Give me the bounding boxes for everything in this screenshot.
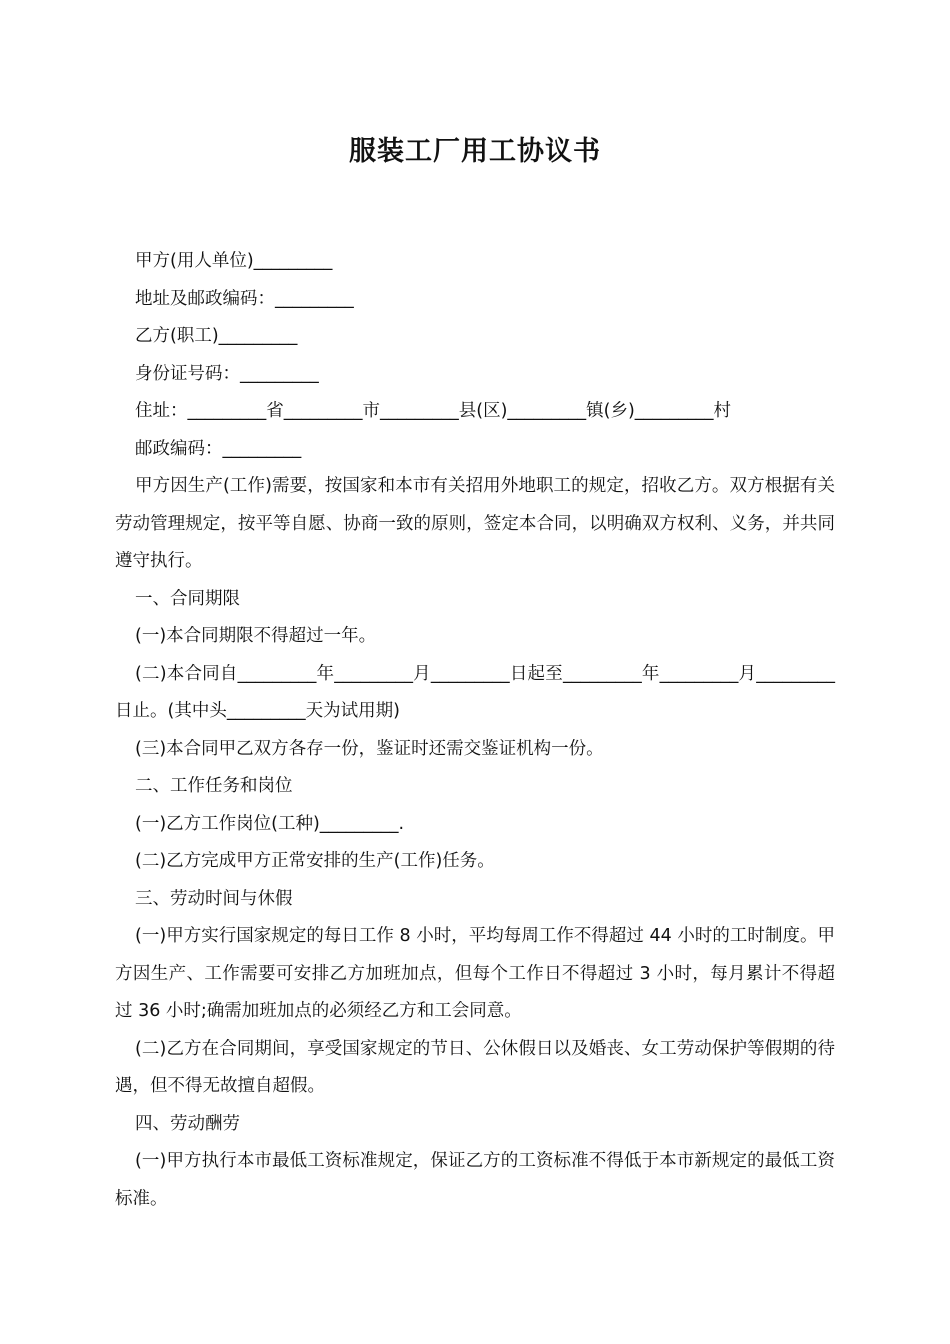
document-body <box>115 243 835 1218</box>
tasks-item-2: (二)乙方完成甲方正常安排的生产(工作)任务。 <box>135 851 495 871</box>
pay-item-1: (一)甲方执行本市最低工资标准规定，保证乙方的工资标准不得低于本市新规定的最低工资标准。 <box>115 1151 835 1209</box>
term-item-3: (三)本合同甲乙双方各存一份，鉴证时还需交鉴证机构一份。 <box>135 738 604 759</box>
id-number-line: 身份证号码：_________ <box>135 363 319 384</box>
term-item-2: (二)本合同自_________年_________月_________日起至_________年_________月_________日止。(其中头_________天为试用期) <box>115 663 835 721</box>
section-heading-hours: 三、劳动时间与休假 <box>135 888 293 909</box>
term-item-1: (一)本合同期限不得超过一年。 <box>135 626 377 646</box>
hours-item-1: (一)甲方实行国家规定的每日工作 8 小时，平均每周工作不得超过 44 小时的工时制度。甲方因生产、工作需要可安排乙方加班加点，但每个工作日不得超过 3 小时，每月累计不得超过 36 小时;确需加班加点的必须经乙方和工会同意。 <box>115 926 835 1021</box>
hours-item-2: (二)乙方在合同期间，享受国家规定的节日、公休假日以及婚丧、女工劳动保护等假期的待遇，但不得无故擅自超假。 <box>115 1038 835 1096</box>
residence-line: 住址：_________省_________市_________县(区)_________镇(乡)_________村 <box>135 401 732 421</box>
party-a-line: 甲方(用人单位)_________ <box>135 251 333 271</box>
preamble-paragraph: 甲方因生产(工作)需要，按国家和本市有关招用外地职工的规定，招收乙方。双方根据有关劳动管理规定，按平等自愿、协商一致的原则，签定本合同，以明确双方权利、义务，并共同遵守执行。 <box>115 476 835 571</box>
tasks-item-1: (一)乙方工作岗位(工种)_________. <box>135 813 405 834</box>
postcode-line: 邮政编码：_________ <box>135 438 302 459</box>
party-b-line: 乙方(职工)_________ <box>135 326 298 346</box>
address-line: 地址及邮政编码：_________ <box>135 288 354 309</box>
section-heading-tasks: 二、工作任务和岗位 <box>135 776 293 796</box>
section-heading-term: 一、合同期限 <box>135 588 240 609</box>
document-title: 服装工厂用工协议书 <box>349 136 601 167</box>
section-heading-pay: 四、劳动酬劳 <box>135 1113 240 1134</box>
